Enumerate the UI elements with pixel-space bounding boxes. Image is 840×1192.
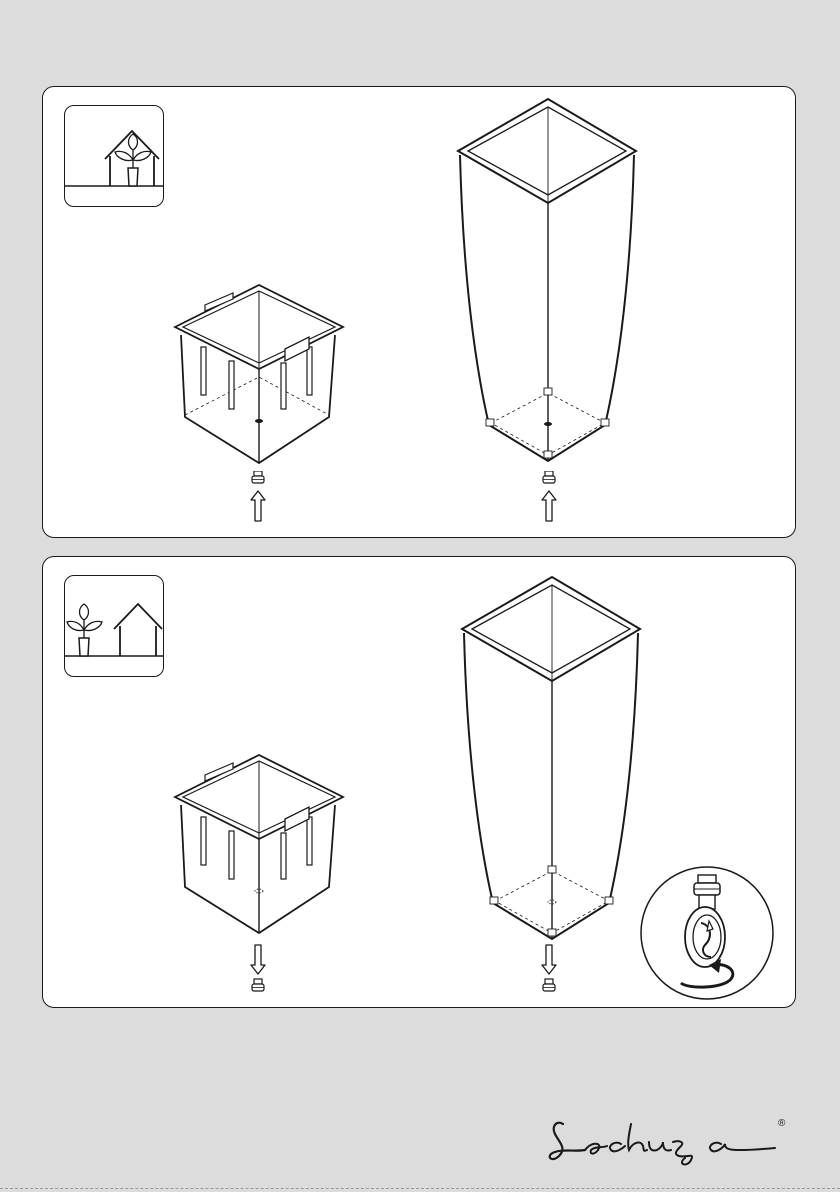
plant-inside-house-icon	[64, 105, 164, 207]
drain-plug-insert-up-tall	[537, 471, 561, 527]
indoor-instruction-panel	[42, 86, 796, 538]
tall-planter-drawing	[457, 573, 647, 943]
drain-plug-remove-down	[246, 941, 270, 1001]
tall-planter-drawing	[453, 95, 643, 465]
unscrew-plug-detail-icon	[639, 865, 775, 1001]
inner-planter-drawing	[171, 747, 351, 943]
drain-plug-insert-up	[246, 471, 270, 527]
outdoor-instruction-panel	[42, 556, 796, 1008]
drain-plug-remove-down-tall	[537, 941, 561, 1001]
lechuza-logo	[545, 1112, 795, 1172]
trim-line	[0, 1188, 840, 1189]
inner-planter-drawing	[171, 277, 351, 473]
plant-outside-house-icon	[64, 575, 164, 677]
registered-mark: ®	[778, 1118, 786, 1129]
